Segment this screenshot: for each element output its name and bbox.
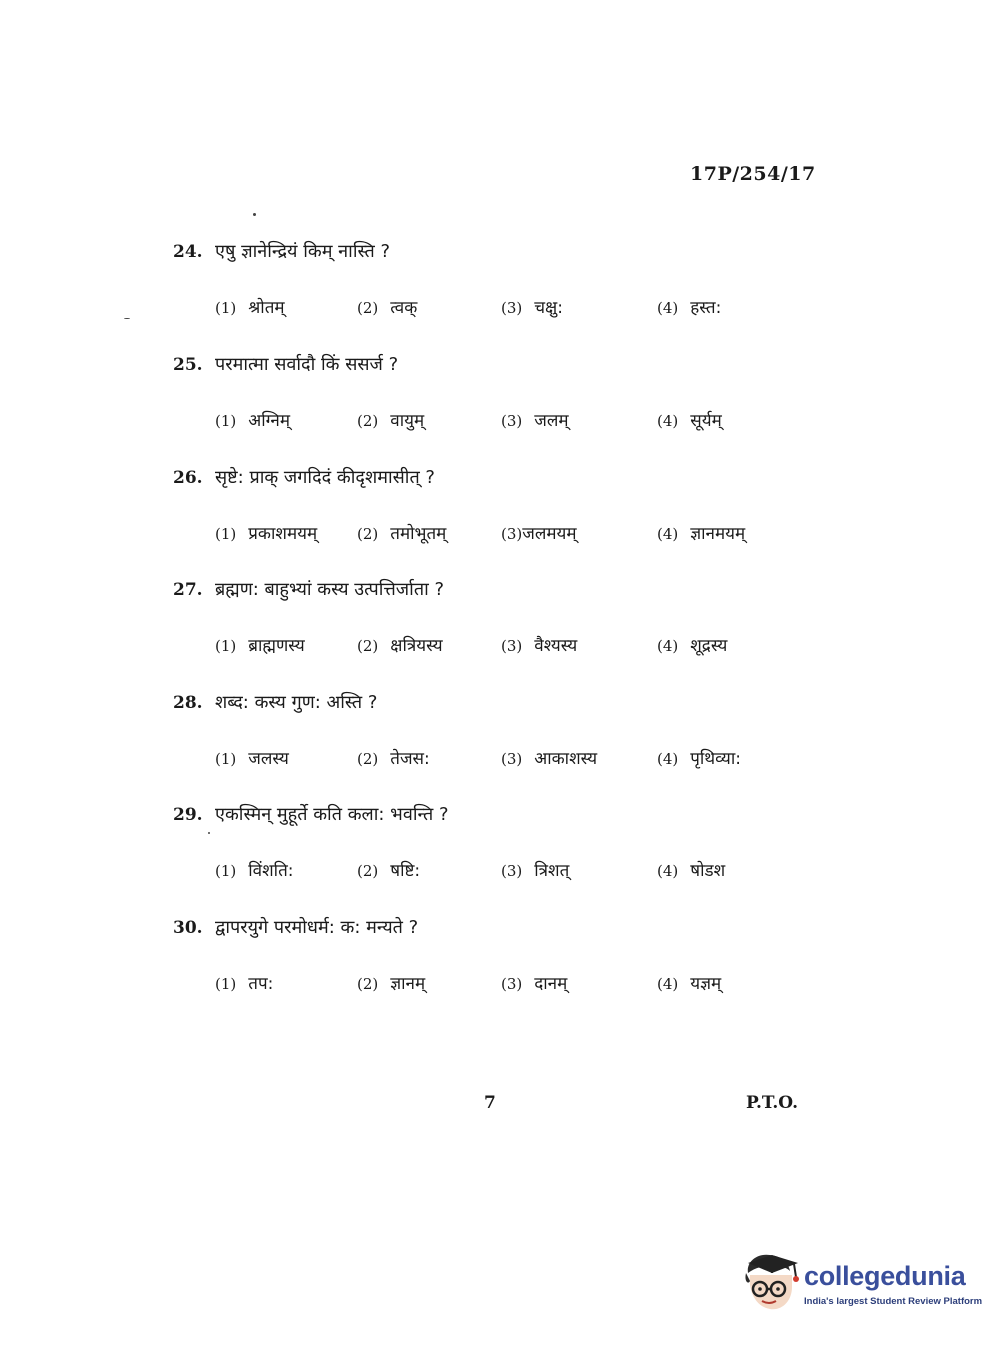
option-text: तमोभूतम् bbox=[390, 524, 447, 544]
paper-code: 17P/254/17 bbox=[690, 163, 816, 185]
option-number: (1) bbox=[215, 862, 237, 880]
option-text: अग्निम् bbox=[248, 411, 291, 431]
logo-tagline: India's largest Student Review Platform bbox=[804, 1296, 983, 1307]
option-text: विंशति: bbox=[248, 861, 294, 881]
option-text: जलम् bbox=[534, 411, 569, 431]
option-3 bbox=[501, 633, 577, 656]
option-text: ब्राह्मणस्य bbox=[248, 636, 305, 656]
question-27 bbox=[173, 577, 813, 663]
option-1 bbox=[215, 858, 294, 881]
option-number: (2) bbox=[357, 975, 379, 993]
option-number: (2) bbox=[357, 862, 379, 880]
question-26 bbox=[173, 465, 813, 551]
option-4 bbox=[657, 633, 727, 656]
question-text: ब्रह्मण: बाहुभ्यां कस्य उत्पत्तिर्जाता ? bbox=[215, 579, 445, 600]
option-3 bbox=[501, 746, 597, 769]
question-text: एकस्मिन् मुहूर्ते कति कला: भवन्ति ? bbox=[215, 804, 449, 825]
option-text: ज्ञानमयम् bbox=[690, 524, 746, 544]
option-number: (3) bbox=[501, 412, 523, 430]
page-number: 7 bbox=[484, 1093, 496, 1113]
question-24 bbox=[173, 239, 813, 325]
option-text: आकाशस्य bbox=[534, 749, 598, 769]
option-1 bbox=[215, 408, 290, 431]
option-number: (4) bbox=[657, 637, 679, 655]
option-number: (3) bbox=[501, 862, 523, 880]
option-2 bbox=[357, 408, 424, 431]
option-2 bbox=[357, 746, 430, 769]
option-text: तप: bbox=[248, 974, 274, 994]
mascot-icon bbox=[742, 1251, 802, 1317]
option-2 bbox=[357, 295, 417, 318]
question-text: शब्द: कस्य गुण: अस्ति ? bbox=[215, 692, 378, 713]
option-4 bbox=[657, 746, 741, 769]
options-row bbox=[173, 971, 813, 1001]
option-text: सूर्यम् bbox=[690, 411, 722, 431]
option-2 bbox=[357, 633, 443, 656]
option-number: (2) bbox=[357, 412, 379, 430]
option-text: षोडश bbox=[690, 861, 726, 881]
option-number: (1) bbox=[215, 750, 237, 768]
option-2 bbox=[357, 971, 425, 994]
options-row bbox=[173, 408, 813, 438]
question-25 bbox=[173, 352, 813, 438]
option-1 bbox=[215, 521, 317, 544]
option-number: (3) bbox=[501, 525, 523, 543]
options-row bbox=[173, 521, 813, 551]
option-4 bbox=[657, 521, 745, 544]
option-text: तेजस: bbox=[390, 749, 430, 769]
question-29 bbox=[173, 802, 813, 888]
option-number: (3) bbox=[501, 637, 523, 655]
option-number: (3) bbox=[501, 975, 523, 993]
option-text: दानम् bbox=[534, 974, 568, 994]
question-text: द्वापरयुगे परमोधर्म: क: मन्यते ? bbox=[215, 917, 419, 938]
option-1 bbox=[215, 746, 289, 769]
option-3 bbox=[501, 971, 567, 994]
question-30 bbox=[173, 915, 813, 1001]
options-row bbox=[173, 633, 813, 663]
options-row bbox=[173, 858, 813, 888]
option-number: (4) bbox=[657, 412, 679, 430]
question-number: 25. bbox=[173, 355, 203, 375]
option-number: (1) bbox=[215, 299, 237, 317]
option-number: (1) bbox=[215, 412, 237, 430]
option-text: जलमयम् bbox=[522, 524, 577, 544]
option-number: (4) bbox=[657, 975, 679, 993]
option-number: (3) bbox=[501, 299, 523, 317]
option-text: वैश्यस्य bbox=[534, 636, 578, 656]
question-number: 30. bbox=[173, 918, 203, 938]
option-3 bbox=[501, 408, 569, 431]
option-2 bbox=[357, 521, 446, 544]
option-number: (4) bbox=[657, 750, 679, 768]
question-number: 29. bbox=[173, 805, 203, 825]
option-text: षष्टि: bbox=[390, 861, 421, 881]
option-number: (1) bbox=[215, 637, 237, 655]
option-number: (1) bbox=[215, 975, 237, 993]
option-4 bbox=[657, 971, 721, 994]
question-text: परमात्मा सर्वादौ किं ससर्ज ? bbox=[215, 354, 399, 375]
collegedunia-logo[interactable] bbox=[742, 1251, 983, 1321]
option-number: (2) bbox=[357, 525, 379, 543]
option-number: (3) bbox=[501, 750, 523, 768]
option-2 bbox=[357, 858, 420, 881]
option-number: (4) bbox=[657, 525, 679, 543]
question-text: एषु ज्ञानेन्द्रियं किम् नास्ति ? bbox=[215, 241, 391, 262]
option-text: जलस्य bbox=[248, 749, 289, 769]
option-text: शूद्रस्य bbox=[690, 636, 728, 656]
option-text: चक्षु: bbox=[534, 298, 563, 318]
question-number: 27. bbox=[173, 580, 203, 600]
options-row bbox=[173, 295, 813, 325]
option-number: (1) bbox=[215, 525, 237, 543]
option-4 bbox=[657, 408, 722, 431]
option-1 bbox=[215, 295, 285, 318]
options-row bbox=[173, 746, 813, 776]
option-text: त्वक् bbox=[390, 298, 418, 318]
scan-speck bbox=[124, 318, 130, 319]
option-number: (2) bbox=[357, 299, 379, 317]
option-3 bbox=[501, 858, 569, 881]
pto-label: P.T.O. bbox=[746, 1093, 798, 1113]
option-text: पृथिव्या: bbox=[690, 749, 741, 769]
question-28 bbox=[173, 690, 813, 776]
option-number: (4) bbox=[657, 299, 679, 317]
option-3 bbox=[501, 295, 563, 318]
option-number: (2) bbox=[357, 750, 379, 768]
logo-wordmark: collegedunia bbox=[804, 1261, 966, 1291]
option-1 bbox=[215, 633, 305, 656]
scan-speck bbox=[253, 213, 256, 216]
option-4 bbox=[657, 295, 721, 318]
question-number: 28. bbox=[173, 693, 203, 713]
option-text: यज्ञम् bbox=[690, 974, 722, 994]
option-text: वायुम् bbox=[390, 411, 425, 431]
option-text: ज्ञानम् bbox=[390, 974, 426, 994]
option-text: त्रिशत् bbox=[534, 861, 570, 881]
option-number: (4) bbox=[657, 862, 679, 880]
option-number: (2) bbox=[357, 637, 379, 655]
option-4 bbox=[657, 858, 725, 881]
option-text: श्रोतम् bbox=[248, 298, 285, 318]
option-text: हस्त: bbox=[690, 298, 722, 318]
question-number: 24. bbox=[173, 242, 203, 262]
option-text: क्षत्रियस्य bbox=[390, 636, 443, 656]
option-1 bbox=[215, 971, 273, 994]
question-number: 26. bbox=[173, 468, 203, 488]
question-text: सृष्टे: प्राक् जगदिदं कीदृशमासीत् ? bbox=[215, 467, 435, 488]
option-text: प्रकाशमयम् bbox=[248, 524, 318, 544]
option-3 bbox=[501, 521, 577, 544]
